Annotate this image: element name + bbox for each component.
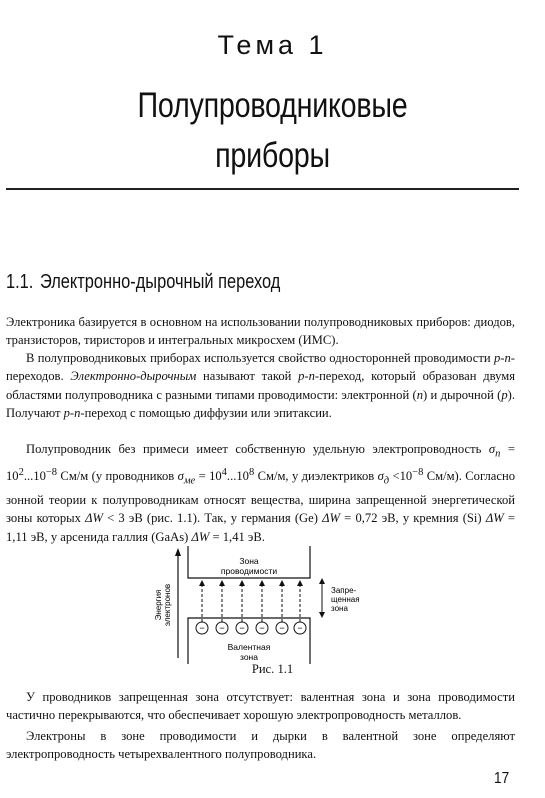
p2-text-g: -переход с помощью диффузии или эпитаксии. (80, 406, 332, 421)
p2-pn-3: p-n (63, 406, 81, 421)
paragraph-carriers (6, 727, 515, 764)
p3-text-j: < 3 эВ (рис. 1.1). Так, у германия (Ge) (102, 511, 323, 526)
p3-text-e: = 10 (195, 469, 222, 484)
p3-sup-1: 2 (18, 466, 24, 478)
p3-text-g: См/м, у диэлектриков (254, 469, 378, 484)
paragraph-conductors (6, 688, 515, 725)
p3-sup-4: 8 (248, 466, 255, 478)
electron-sign: − (219, 623, 225, 633)
p3-text-k: = 0,72 эВ, у кремния (Si) (340, 511, 486, 526)
valence-band-label-1: Валентная (227, 642, 271, 652)
section-number: 1.1. (6, 271, 34, 293)
conduction-band-label-2: проводимости (220, 566, 278, 576)
p3-sup-2: −8 (45, 466, 58, 478)
paragraph-intro-text: Электроника базируется в основном на использовании полупроводниковых приборов: диодов, транзисторов, тиристоров и интегральных микросхем (ИМС). (6, 315, 515, 348)
p2-text-a: В полупроводниковых приборах используется свойство односторонней проводимости (26, 351, 494, 365)
p2-text-c: называют такой (196, 369, 299, 384)
energy-axis-label-1: Энергия (154, 589, 163, 621)
chapter-title-line1: Полупроводниковые (137, 86, 408, 125)
p3-dw-3: ΔW (485, 511, 504, 526)
electron-sign: − (259, 623, 265, 633)
p3-text-a: Полупроводник без примеси имеет собственную удельную электропроводность (26, 442, 489, 456)
energy-axis-arrow-icon (175, 548, 181, 556)
arrowhead-icon (239, 580, 245, 586)
p3-sub-n: п (495, 448, 501, 460)
paragraph-conductivity (6, 440, 515, 546)
gap-arrow-down-icon (319, 612, 325, 618)
page-number: 17 (494, 770, 510, 787)
arrowhead-icon (259, 580, 265, 586)
p3-text-f: ...10 (226, 469, 249, 484)
p3-text-l: = 1,11 эВ, у арсенида галлия (GaAs) (6, 511, 515, 544)
valence-band-label-2: зона (240, 652, 258, 662)
p3-dw-2: ΔW (322, 511, 340, 526)
p3-text-d: См/м (у проводников (57, 469, 178, 484)
arrowhead-icon (297, 580, 303, 586)
p3-sub-d: д (383, 475, 390, 487)
title-divider (6, 188, 519, 190)
p3-sigma-me: σ (177, 469, 184, 484)
forbidden-zone-label-3: зона (331, 604, 348, 613)
paragraph-conductors-text: У проводников запрещенная зона отсутствует: валентная зона и зона проводимости частично перекрываются, что обеспечивает хорошую электропроводность металлов. (6, 690, 515, 723)
electron-sign: − (239, 623, 245, 633)
paragraph-carriers-text: Электроны в зоне проводимости и дырки в валентной зоне определяют электропроводность четырехвалентного полупроводника. (6, 729, 515, 762)
p3-sup-3: 4 (221, 466, 227, 478)
p2-n: n (416, 387, 424, 402)
band-diagram (150, 540, 390, 680)
electrons (196, 622, 306, 634)
arrowhead-icon (219, 580, 225, 586)
p3-sigma-n: σ (488, 442, 496, 456)
electron-sign: − (297, 623, 303, 633)
p2-pn-2: p-n (298, 369, 315, 384)
p3-sigma-d: σ (377, 469, 384, 484)
p2-text-e: ) и дырочной ( (423, 387, 502, 402)
p3-text-i: См/м). Согласно зонной теории к полупроводникам относят вещества, ширина запрещенной энергетической зоны которых (6, 469, 515, 526)
p2-text-b: -переходов. (6, 351, 515, 384)
p3-text-h: <10 (389, 469, 413, 484)
chapter-title-line2: приборы (215, 136, 330, 175)
p2-text-d: -переход, который образован двумя областями полупроводника с разными типами проводимости: электронной ( (6, 369, 516, 402)
p2-pn-1: p-n (494, 351, 511, 365)
topic-label: Тема 1 (217, 30, 328, 60)
p3-dw-1: ΔW (85, 511, 103, 526)
electron-sign: − (279, 623, 285, 633)
arrowhead-icon (199, 580, 205, 586)
gap-arrow-up-icon (319, 578, 325, 584)
p3-sup-5: −8 (412, 466, 424, 478)
forbidden-zone-label-1: Запре- (331, 586, 357, 595)
energy-axis-label-2: электронов (163, 583, 172, 627)
paragraph-intro (6, 313, 515, 350)
electron-sign: − (199, 623, 205, 633)
paragraph-pn-junction (6, 349, 515, 423)
p2-p: p (501, 387, 508, 402)
p3-dw-4: ΔW (191, 529, 210, 544)
p3-text-m: = 1,41 эВ. (209, 529, 265, 544)
p3-text-c: ...10 (23, 469, 46, 484)
figure-caption: Рис. 1.1 (251, 662, 294, 676)
p2-term: Электронно-дырочным (70, 369, 197, 384)
forbidden-zone-label-2: щенная (331, 595, 360, 604)
electron-transitions (199, 580, 303, 622)
conduction-band-label-1: Зона (239, 556, 259, 566)
p3-text-b: = 10 (6, 442, 515, 484)
arrowhead-icon (279, 580, 285, 586)
section-title: Электронно-дырочный переход (40, 271, 281, 293)
p2-text-f: ). Получают (6, 387, 515, 421)
p3-sub-me: ме (183, 475, 196, 487)
